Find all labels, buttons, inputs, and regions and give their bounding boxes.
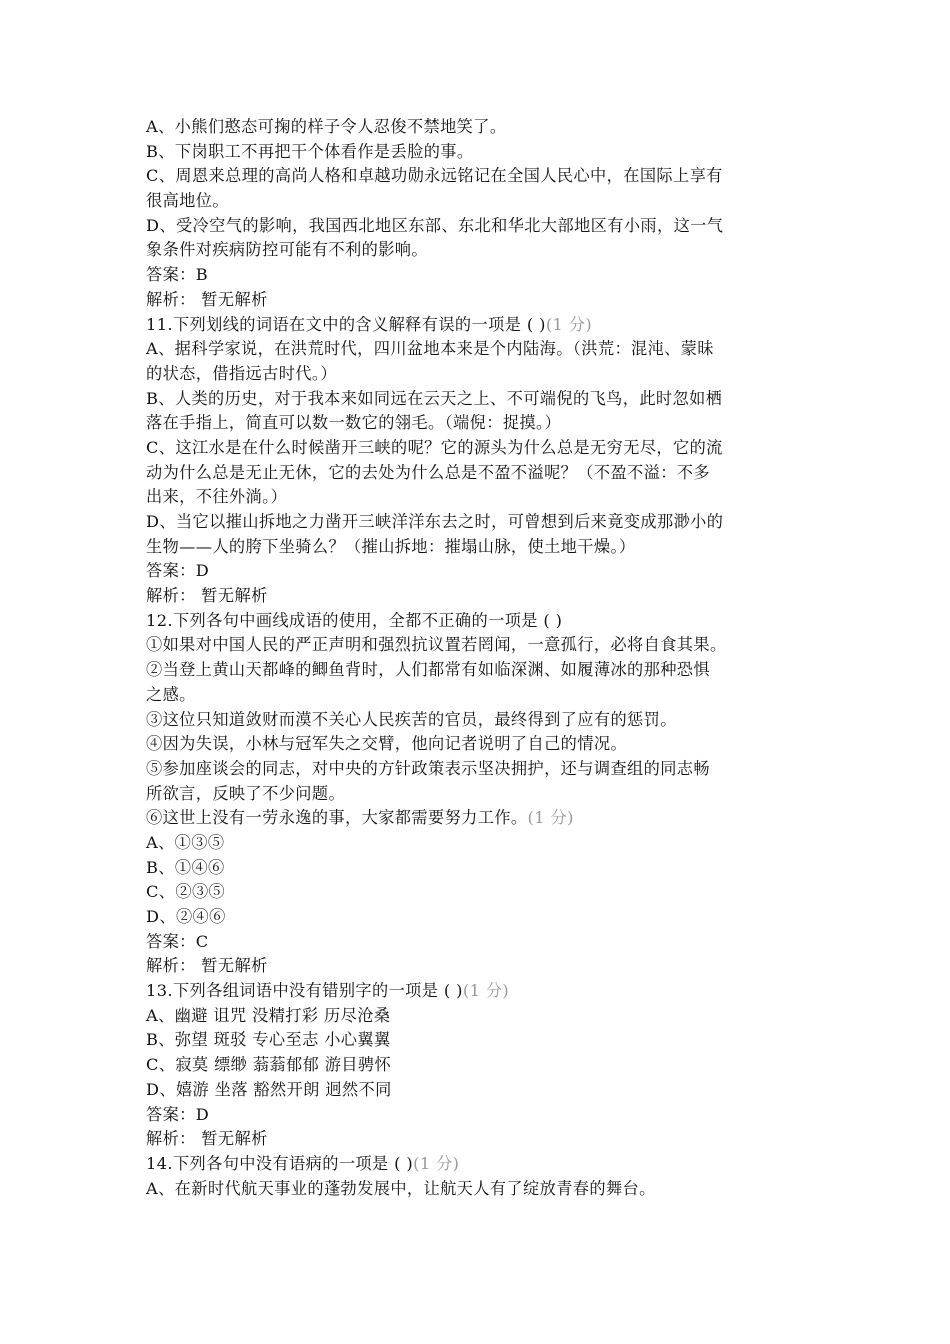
q13-option-d: D、嬉游 坐落 豁然开朗 迥然不同 bbox=[146, 1079, 392, 1099]
q10-analysis: 解析： 暂无解析 bbox=[146, 289, 268, 309]
q13-analysis: 解析： 暂无解析 bbox=[146, 1129, 268, 1149]
q12-sentence-5-line2: 所欲言，反映了不少问题。 bbox=[146, 783, 346, 803]
q10-option-b: B、下岗职工不再把干个体看作是丢脸的事。 bbox=[146, 141, 474, 161]
q10-answer: 答案：B bbox=[146, 265, 209, 285]
q10-option-d-line1: D、受冷空气的影响，我国西北地区东部、东北和华北大部地区有小雨，这一气 bbox=[146, 215, 724, 235]
q12-sentence-5-line1: ⑤参加座谈会的同志，对中央的方针政策表示坚决拥护，还与调查组的同志畅 bbox=[146, 758, 710, 778]
q11-option-b-line2: 落在手指上，简直可以数一数它的翎毛。（端倪：捉摸。） bbox=[146, 413, 562, 433]
q10-option-c-line1: C、周恩来总理的高尚人格和卓越功勋永远铭记在全国人民心中，在国际上享有 bbox=[146, 166, 723, 186]
q12-sentence-6 bbox=[146, 806, 826, 831]
q11-option-a-line1: A、据科学家说，在洪荒时代，四川盆地本来是个内陆海。（洪荒：混沌、蒙昧 bbox=[146, 339, 714, 359]
q11-option-c-line1: C、这江水是在什么时候凿开三峡的呢？它的源头为什么总是无穷无尽，它的流 bbox=[146, 437, 723, 457]
q13-option-c: C、寂莫 缥缈 蓊蓊郁郁 游目骋怀 bbox=[146, 1055, 392, 1075]
q11-option-a-line2: 的状态，借指远古时代。） bbox=[146, 363, 337, 383]
q11-option-c-line3: 出来，不往外淌。） bbox=[146, 487, 288, 507]
q14-stem bbox=[146, 1152, 826, 1177]
q11-score: (1 分) bbox=[545, 314, 593, 334]
exam-page bbox=[146, 115, 826, 1201]
q12-sentence-4: ④因为失误，小林与冠军失之交臂，他向记者说明了自己的情况。 bbox=[146, 734, 628, 754]
q12-sentence-6-text: ⑥这世上没有一劳永逸的事，大家都需要努力工作。 bbox=[146, 808, 528, 828]
q10-option-a: A、小熊们憨态可掬的样子令人忍俊不禁地笑了。 bbox=[146, 117, 507, 136]
q11-option-b-line1: B、人类的历史，对于我本来如同远在云天之上、不可端倪的飞鸟，此时忽如栖 bbox=[146, 388, 723, 408]
q13-score: (1 分) bbox=[462, 981, 510, 1001]
q12-sentence-1: ①如果对中国人民的严正声明和强烈抗议置若罔闻，一意孤行，必将自食其果。 bbox=[146, 635, 727, 655]
q13-option-b: B、弥望 斑驳 专心至志 小心翼翼 bbox=[146, 1030, 391, 1050]
q12-option-b: B、①④⑥ bbox=[146, 857, 225, 877]
q12-stem: 12.下列各句中画线成语的使用，全都不正确的一项是 ( ) bbox=[146, 610, 563, 630]
q11-option-d-line1: D、当它以摧山拆地之力凿开三峡洋洋东去之时，可曾想到后来竟变成那渺小的 bbox=[146, 512, 724, 531]
q11-option-d-line2: 生物——人的胯下坐骑么？（摧山拆地：摧塌山脉，使土地干燥。） bbox=[146, 536, 636, 556]
q11-stem-text: 11.下列划线的词语在文中的含义解释有误的一项是 ( ) bbox=[146, 314, 546, 334]
q12-sentence-2-line2: 之感。 bbox=[146, 684, 196, 704]
q10-option-c-line2: 很高地位。 bbox=[146, 191, 229, 211]
q12-score: (1 分) bbox=[527, 808, 574, 828]
q12-answer: 答案：C bbox=[146, 931, 209, 951]
q13-option-a: A、幽避 诅咒 没精打彩 历尽沧桑 bbox=[146, 1005, 391, 1025]
q11-answer: 答案：D bbox=[146, 561, 210, 581]
q14-score: (1 分) bbox=[413, 1153, 460, 1173]
q12-option-d: D、②④⑥ bbox=[146, 907, 226, 926]
q11-option-c-line2: 动为什么总是无止无休，它的去处为什么总是不盈不溢呢？（不盈不溢：不多 bbox=[146, 462, 710, 482]
q12-sentence-3: ③这位只知道敛财而漠不关心人民疾苦的官员，最终得到了应有的惩罚。 bbox=[146, 709, 677, 729]
q12-option-c: C、②③⑤ bbox=[146, 882, 226, 902]
q13-answer: 答案：D bbox=[146, 1104, 210, 1124]
q13-stem bbox=[146, 979, 826, 1004]
q14-option-a: A、在新时代航天事业的蓬勃发展中，让航天人有了绽放青春的舞台。 bbox=[146, 1178, 656, 1198]
q12-option-a: A、①③⑤ bbox=[146, 832, 225, 852]
q10-option-d-line2: 象条件对疾病防控可能有不利的影响。 bbox=[146, 240, 428, 260]
q12-sentence-2-line1: ②当登上黄山天都峰的鲫鱼背时，人们都常有如临深渊、如履薄冰的那种恐惧 bbox=[146, 660, 710, 680]
q12-analysis: 解析： 暂无解析 bbox=[146, 956, 268, 976]
q11-analysis: 解析： 暂无解析 bbox=[146, 586, 268, 606]
q13-stem-text: 13.下列各组词语中没有错别字的一项是 ( ) bbox=[146, 981, 463, 1001]
q14-stem-text: 14.下列各句中没有语病的一项是 ( ) bbox=[146, 1153, 414, 1173]
q11-stem bbox=[146, 313, 826, 338]
